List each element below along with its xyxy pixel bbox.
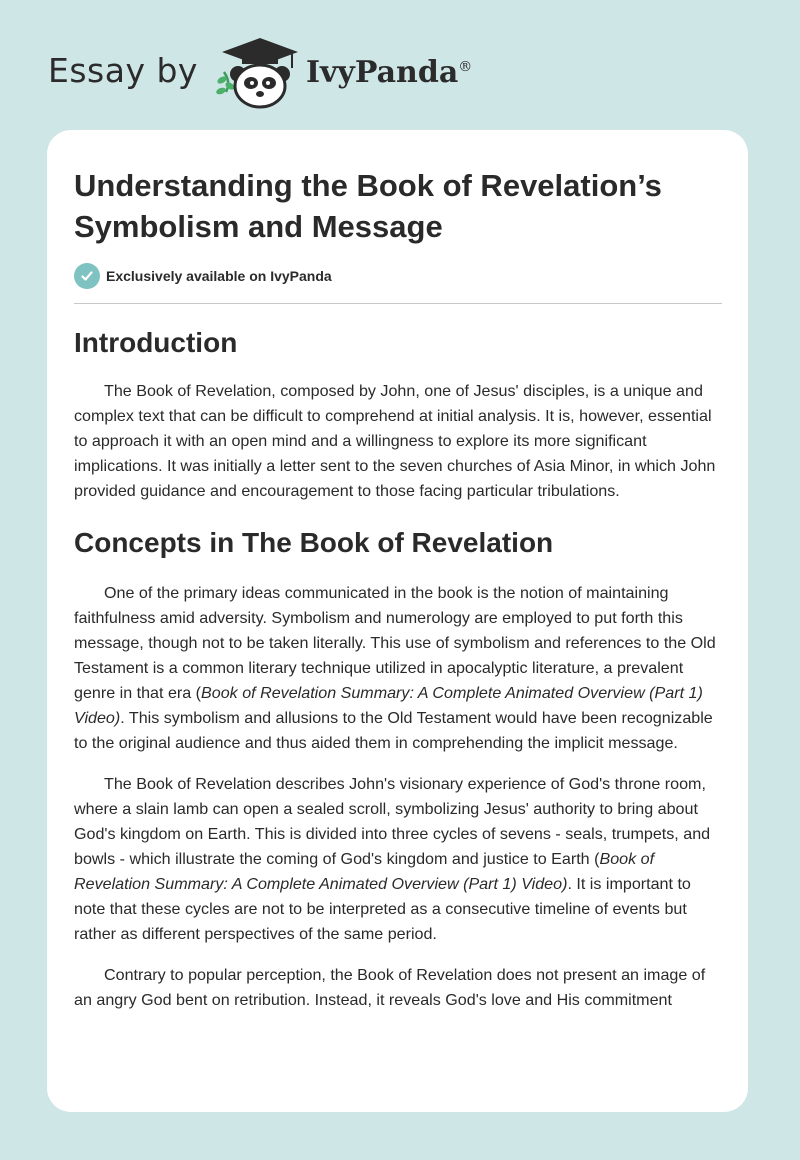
text-run: The Book of Revelation describes John's visionary experience of God's throne room, where a slain lamb can open a sealed scroll, symbolizing Jesus' authority to bring about God's kingdom on Earth. This is divided into three cycles of sevens - seals, trumpets, and bowls - which illustrate the coming of God's kingdom and justice to Earth (: [74, 775, 711, 868]
paragraph: [74, 963, 726, 1013]
text-run: Contrary to popular perception, the Book of Revelation does not present an image of an angry God bent on retribution. Instead, it reveals God's love and His commitment: [74, 966, 706, 1009]
section-heading-concepts: Concepts in The Book of Revelation: [74, 527, 554, 558]
exclusive-label: Exclusively available on IvyPanda: [106, 268, 332, 284]
citation: Book of Revelation Summary: A Complete Animated Overview (Part 1) Video): [74, 850, 655, 893]
text-run: One of the primary ideas communicated in the book is the notion of maintaining faithfulness amid adversity. Symbolism and numerology are employed to put forth this message, though not to be taken literally. This use of symbolism and references to the Old Testament is a common literary technique utilized in apocalyptic literature, a prevalent genre in that era (: [74, 584, 716, 702]
brand-prefix: Essay by: [48, 50, 198, 90]
text-run: The Book of Revelation, composed by John, one of Jesus' disciples, is a unique and complex text that can be difficult to comprehend at initial analysis. It is, however, essential to approach it with an open mind and a willingness to explore its more significant implications. It was initially a letter sent to the seven churches of Asia Minor, in which John provided guidance and encouragement to those facing particular tribulations.: [74, 382, 716, 500]
essay-title: Understanding the Book of Revelation’s Symbolism and Message: [74, 168, 662, 244]
brand-header: [48, 34, 472, 110]
text-run: . This symbolism and allusions to the Old Testament would have been recognizable to the original audience and thus aided them in comprehending the implicit message.: [74, 709, 713, 752]
text-run: . It is important to note that these cycles are not to be interpreted as a consecutive timeline of events but rather as different perspectives of the same period.: [74, 875, 691, 943]
check-circle-icon: [74, 263, 100, 289]
paragraph: [74, 581, 726, 756]
exclusive-badge: [74, 263, 332, 289]
paragraph: [74, 772, 726, 947]
brand-name: IvyPanda®: [305, 54, 473, 90]
citation: Book of Revelation Summary: A Complete Animated Overview (Part 1) Video): [74, 684, 703, 727]
ivypanda-logo-icon: [212, 34, 302, 110]
divider: [74, 303, 722, 304]
essay-body: [74, 322, 726, 1013]
paragraph: [74, 379, 726, 504]
section-heading-introduction: Introduction: [74, 327, 238, 358]
essay-card: [47, 130, 748, 1112]
